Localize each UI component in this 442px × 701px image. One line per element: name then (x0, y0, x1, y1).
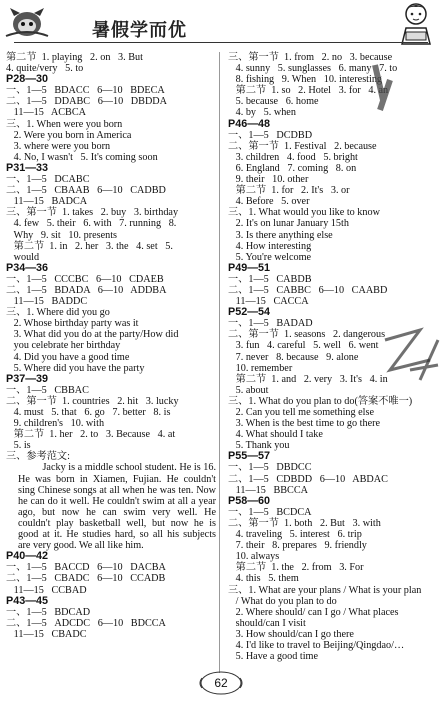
answer-line: 一、1—5 BDCAD (6, 606, 91, 618)
answer-line: / What do you plan to do (228, 595, 337, 607)
student-reading-icon (392, 0, 440, 46)
answer-line: you celebrate her birthday (6, 340, 121, 352)
answer-line: 三、1. What do you plan to do(答案不唯一) (228, 395, 413, 407)
answer-line: 第二节 1. playing 2. on 3. But (6, 52, 143, 63)
answer-line: 4. by 5. when (228, 107, 296, 119)
answer-line: 5. Where did you have the party (6, 362, 145, 374)
answer-line: 11—15 CCBAD (6, 584, 87, 596)
answer-line: 4. must 5. that 6. go 7. better 8. is (6, 407, 171, 418)
answer-line: 第二节 1. so 2. Hotel 3. for 4. an (228, 85, 389, 97)
answer-line: 3. What did you do at the party/How did (6, 329, 179, 341)
answer-line: 一、1—5 BDACC 6—10 BDECA (6, 85, 165, 97)
answer-line: 一、1—5 DBDCC (228, 462, 312, 474)
cartoon-mascot-icon (4, 4, 50, 40)
sample-essay: Jacky is a middle school student. He is 16. He was born in Xiamen, Fujian. He couldn't sing Chinese songs at all when he was ten. Now he can do it well. He couldn't swim at all a year ago, but now he can swim very well. He couldn't play basketball well, but now he is good at it. He studies hard, so all his subjects are very good. We all like him. (18, 462, 216, 552)
answer-line: 一、1—5 BCDCA (228, 506, 312, 518)
answer-line: 9. their 10. other (228, 174, 309, 186)
answer-line: 11—15 CBADC (6, 628, 87, 640)
answer-line: 一、1—5 CBBAC (6, 384, 89, 396)
answer-line: 第二节 1. and 2. very 3. It's 4. in (228, 373, 388, 385)
answer-line: 3. How should/can I go there (228, 628, 354, 640)
answer-line: 二、1—5 CDBDD 6—10 ABDAC (228, 473, 388, 485)
section-page-range: P31—33 (6, 161, 49, 174)
answer-line: 8. fishing 9. When 10. interesting (228, 74, 383, 86)
answer-line: 3. fun 4. careful 5. well 6. went (228, 340, 379, 352)
answer-line: 3. Is there anything else (228, 229, 333, 241)
answer-line: 4. Did you have a good time (6, 351, 130, 363)
section-page-range: P55—57 (228, 450, 271, 463)
answer-line: 4. traveling 5. interest 6. trip (228, 529, 362, 541)
answer-line: 三、参考范文: (6, 451, 70, 463)
answer-line: 4. Before 5. over (228, 196, 310, 208)
answer-line: 5. Thank you (228, 440, 290, 452)
answer-line: 4. this 5. them (228, 573, 299, 585)
section-page-range: P40—42 (6, 550, 49, 563)
answer-line: 4. What should I take (228, 429, 323, 441)
answer-line: 7. never 8. because 9. alone (228, 351, 359, 363)
answer-line: 3. where were you born (6, 140, 111, 152)
answer-line: 二、1—5 DDABC 6—10 DBDDA (6, 96, 168, 108)
answer-line: 3. children 4. food 5. bright (228, 151, 358, 163)
answer-line: 11—15 CACCA (228, 296, 309, 308)
answer-line: 2. Where should/ can I go / What places (228, 606, 399, 618)
page-number: 62 (196, 670, 246, 696)
answer-line: 4. I'd like to travel to Beijing/Qingdao/… (228, 639, 405, 651)
answer-line: 三、第一节 1. takes 2. buy 3. birthday (6, 207, 179, 219)
answer-line: 第二节 1. the 2. from 3. For (228, 562, 364, 574)
answer-line: 一、1—5 CABDB (228, 273, 312, 285)
answer-line: 4. How interesting (228, 240, 312, 252)
page-header (0, 0, 442, 46)
answer-line: 二、1—5 CBADC 6—10 CCADB (6, 573, 166, 585)
answer-line: 二、1—5 BDADA 6—10 ADDBA (6, 284, 167, 296)
answer-line: would (6, 251, 40, 263)
answer-line: 二、第一节 1. countries 2. hit 3. lucky (6, 395, 179, 407)
answer-line: 三、1. Where did you go (6, 307, 110, 319)
answer-line: 第二节 1. her 2. to 3. Because 4. at (6, 429, 176, 441)
answer-line: 2. Were you born in America (6, 129, 132, 141)
header-rule (14, 42, 428, 43)
section-page-range: P58—60 (228, 494, 271, 507)
answer-line: 二、第一节 1. seasons 2. dangerous (228, 329, 386, 341)
answer-line: 一、1—5 DCABC (6, 174, 90, 186)
answer-line: 二、第一节 1. Festival 2. because (228, 140, 377, 152)
answer-line: 三、第一节 1. from 2. no 3. because (228, 52, 393, 63)
watermark-scribble (380, 320, 442, 400)
answer-line: 10. always (228, 551, 280, 563)
book-title: 暑假学而优 (92, 20, 187, 41)
answer-line: 2. Whose birthday party was it (6, 318, 139, 330)
answer-line: 4. No, I wasn't 5. It's coming soon (6, 151, 158, 163)
answer-line: 二、1—5 CBAAB 6—10 CADBD (6, 185, 166, 197)
section-page-range: P52—54 (228, 306, 271, 319)
answer-line: 11—15 BADCA (6, 196, 88, 208)
answer-line: 7. their 8. prepares 9. friendly (228, 540, 367, 552)
answer-line: 二、1—5 ADCDC 6—10 BDCCA (6, 617, 166, 629)
answer-line: 4. few 5. their 6. with 7. running 8. (6, 218, 177, 230)
watermark-scribble (355, 60, 415, 130)
answer-line: 三、1. What are your plans / What is your plan (228, 584, 422, 596)
answer-line: 二、1—5 CABBC 6—10 CAABD (228, 284, 388, 296)
left-column (6, 52, 216, 640)
answer-line: 第二节 1. for 2. It's 3. or (228, 185, 350, 197)
section-page-range: P34—36 (6, 261, 49, 274)
answer-line: 4. sunny 5. sunglasses 6. many 7. to (228, 63, 398, 75)
answer-line: 三、1. What would you like to know (228, 207, 380, 219)
answer-line: 3. When is the best time to go there (228, 418, 381, 430)
answer-line: 11—15 BBCCA (228, 484, 309, 496)
answer-line: 9. children's 10. with (6, 418, 105, 430)
answer-line: 5. is (6, 440, 31, 452)
answer-line: 5. You're welcome (228, 251, 312, 263)
answer-line: 11—15 BADDC (6, 296, 88, 308)
answer-line: 一、1—5 BADAD (228, 318, 313, 330)
section-page-range: P46—48 (228, 117, 271, 130)
answer-line: 2. Can you tell me something else (228, 407, 374, 418)
answer-line: should/can I visit (228, 617, 306, 629)
answer-line: 2. It's on lunar January 15th (228, 218, 349, 230)
answer-line: 第二节 1. in 2. her 3. the 4. set 5. (6, 240, 173, 252)
answer-line: 6. England 7. coming 8. on (228, 162, 357, 174)
answer-line: 一、1—5 DCDBD (228, 129, 313, 141)
answer-line: 三、1. When were you born (6, 118, 123, 130)
section-page-range: P37—39 (6, 372, 49, 385)
section-page-range: P28—30 (6, 73, 49, 86)
answer-line: 一、1—5 BACCD 6—10 DACBA (6, 562, 166, 574)
answer-line: 一、1—5 CCCBC 6—10 CDAEB (6, 273, 164, 285)
answer-line: 二、第一节 1. both 2. But 3. with (228, 517, 381, 529)
answer-line: 5. about (228, 384, 269, 396)
answer-line: 5. Have a good time (228, 651, 318, 663)
answer-line: 4. quite/very 5. to (6, 63, 84, 75)
answer-line: 5. because 6. home (228, 96, 319, 108)
answer-line: Why 9. sit 10. presents (6, 229, 118, 241)
answer-line: 11—15 ACBCA (6, 107, 87, 119)
section-page-range: P43—45 (6, 594, 49, 607)
answer-line: 10. remember (228, 362, 293, 374)
column-divider (219, 52, 220, 673)
section-page-range: P49—51 (228, 261, 271, 274)
